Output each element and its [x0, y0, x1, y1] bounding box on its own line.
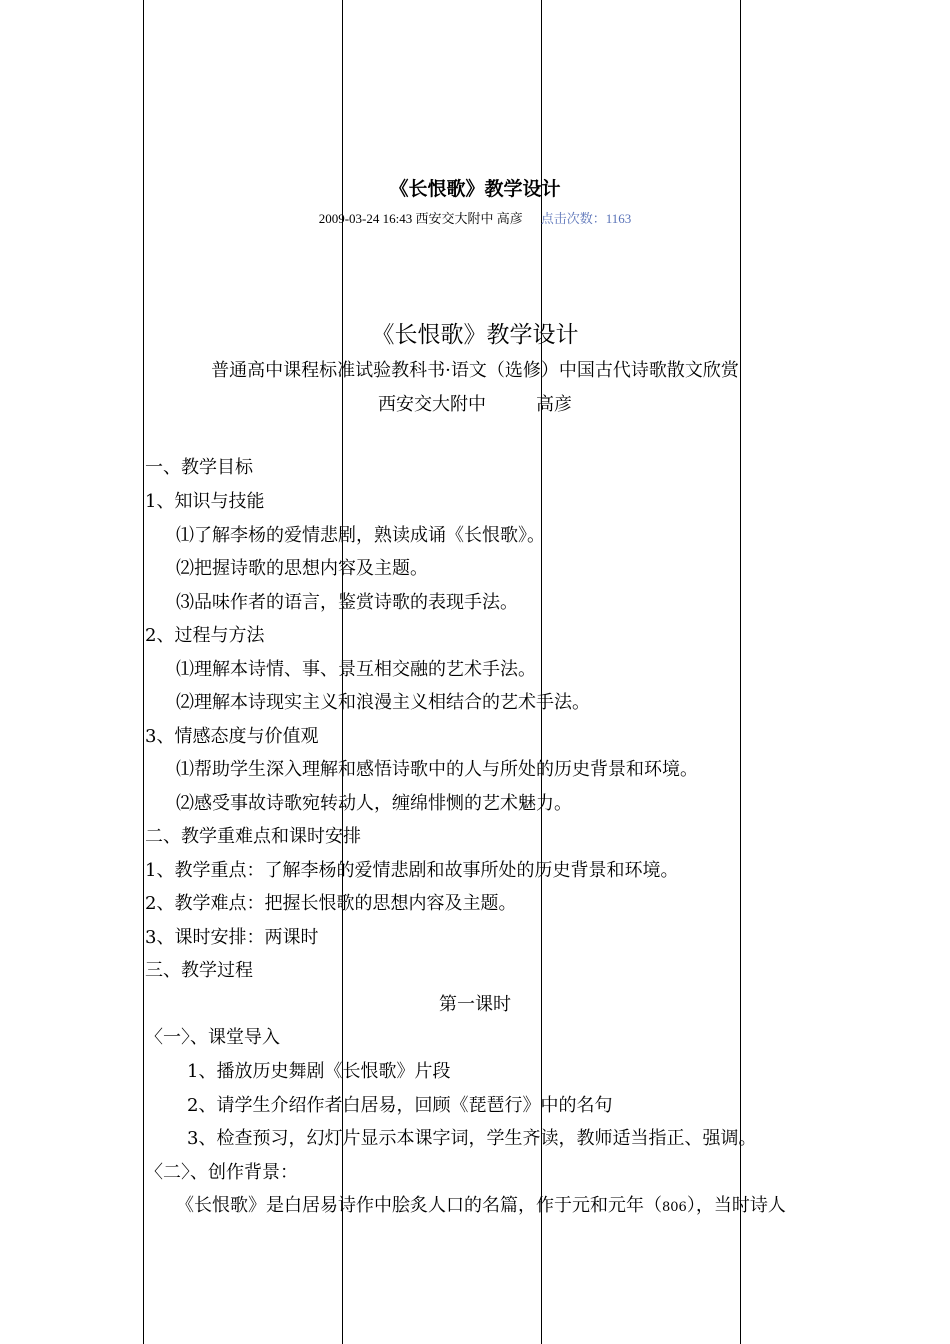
list-item: ⑴帮助学生深入理解和感悟诗歌中的人与所处的历史背景和环境。 [176, 759, 698, 780]
sub-heading: 〈二〉、创作背景： [145, 1162, 298, 1183]
document-subtitle: 普通高中课程标准试验教科书·语文（选修）中国古代诗歌散文欣赏 [211, 360, 739, 381]
list-item: ⑵感受事故诗歌宛转动人，缠绵悱恻的艺术魅力。 [176, 793, 572, 814]
paragraph [176, 1194, 786, 1220]
paragraph-text: 《长恨歌》是白居易诗作中脍炙人口的名篇，作于元和元年（ [176, 1195, 662, 1216]
list-item: ⑵理解本诗现实主义和浪漫主义相结合的艺术手法。 [176, 692, 590, 713]
table-border-1 [143, 0, 144, 1344]
list-item: ⑵把握诗歌的思想内容及主题。 [176, 558, 428, 579]
publish-info: 2009-03-24 16:43 西安交大附中 高彦 [318, 211, 523, 226]
list-item: ⑴理解本诗情、事、景互相交融的艺术手法。 [176, 659, 536, 680]
sub-heading: 1、知识与技能 [145, 491, 265, 512]
list-item: ⑴了解李杨的爱情悲剧，熟读成诵《长恨歌》。 [176, 525, 545, 546]
list-item: 2、请学生介绍作者白居易，回顾《琵琶行》中的名句 [187, 1095, 613, 1116]
article-meta [0, 208, 950, 227]
document-title: 《长恨歌》教学设计 [371, 322, 579, 348]
section-heading: 三、教学过程 [145, 960, 253, 981]
list-item: 3、检查预习，幻灯片显示本课字词，学生齐读，教师适当指正、强调。 [187, 1128, 757, 1149]
sub-heading: 3、情感态度与价值观 [145, 726, 319, 747]
document-author [0, 390, 950, 416]
page-title: 《长恨歌》教学设计 [389, 178, 561, 200]
section-heading: 一、教学目标 [145, 457, 253, 478]
list-item: 1、教学重点：了解李杨的爱情悲剧和故事所处的历史背景和环境。 [145, 860, 679, 881]
sub-heading: 〈一〉、课堂导入 [145, 1027, 280, 1048]
lesson-heading: 第一课时 [439, 994, 511, 1015]
school-name: 西安交大附中 [378, 394, 486, 415]
list-item: ⑶品味作者的语言，鉴赏诗歌的表现手法。 [176, 592, 518, 613]
sub-heading: 2、过程与方法 [145, 625, 265, 646]
section-heading: 二、教学重难点和课时安排 [145, 826, 361, 847]
paragraph-text-end: ），当时诗人 [686, 1195, 786, 1216]
list-item: 3、课时安排：两课时 [145, 927, 319, 948]
list-item: 1、播放历史舞剧《长恨歌》片段 [187, 1061, 451, 1082]
year-number: 806 [662, 1200, 687, 1215]
click-count: 点击次数：1163 [540, 211, 632, 226]
author-name: 高彦 [536, 394, 572, 415]
list-item: 2、教学难点：把握长恨歌的思想内容及主题。 [145, 893, 517, 914]
